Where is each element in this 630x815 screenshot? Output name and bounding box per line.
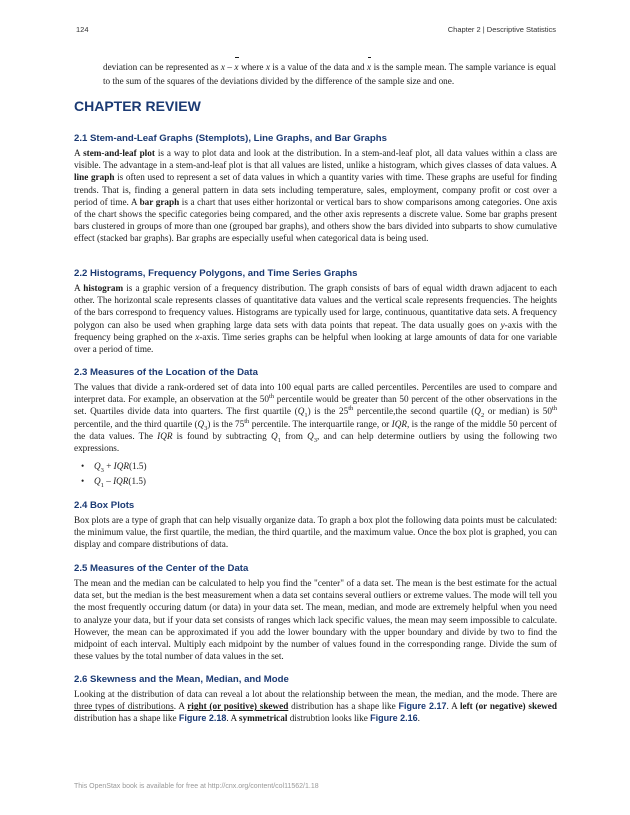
section-2-3 — [74, 366, 557, 489]
figure-2-18-link[interactable]: Figure 2.18 — [178, 713, 227, 724]
list-item: • $Q_1 - IQR(1.5)$ — [74, 474, 557, 489]
section-2-6 — [74, 673, 557, 725]
section-heading: 2.2 Histograms, Frequency Polygons, and Time Series Graphs — [74, 268, 358, 279]
section-text: A histogram is a graphic version of a frequency distribution. The graph consists of bars of equal width drawn adjacent to each other. The horizontal scale represents classes of quantitative data values and the vertical scale represents frequencies. The heights of the bars correspond to frequency values. Histograms are typically used for large, continuous, quantitative data sets. A frequency polygon can also be used when graphing large data sets with data points that repeat. The data usually goes on y-axis with the frequency being graphed on the x-axis. Time series graphs can be helpful when looking at large amounts of data for one variable over a period of time. — [74, 283, 557, 355]
section-heading: 2.1 Stem-and-Leaf Graphs (Stemplots), Line Graphs, and Bar Graphs — [74, 133, 387, 144]
list-item: • $Q_3 + IQR(1.5)$ — [74, 459, 557, 474]
section-2-4 — [74, 499, 557, 551]
page-number: 124 — [76, 25, 89, 34]
section-text: Box plots are a type of graph that can help visually organize data. To graph a box plot the following data points must be calculated: the minimum value, the first quartile, the median, the third quartile, and the maximum value. Once the box plot is graphed, you can display and compare distributions of data. — [74, 515, 557, 550]
section-heading: 2.4 Box Plots — [74, 500, 135, 511]
section-heading: 2.5 Measures of the Center of the Data — [74, 563, 249, 574]
figure-2-17-link[interactable]: Figure 2.17 — [398, 701, 447, 712]
section-text: A stem-and-leaf plot is a way to plot data and look at the distribution. In a stem-and-leaf plot, all data values within a class are visible. The advantage in a stem-and-leaf plot is that all values are listed, unlike a histogram, which gives classes of data values. A line graph is often used to represent a set of data values in which a quantity varies with time. These graphs are useful for finding trends. That is, finding a general pattern in data sets including temperature, sales, employment, company profit or cost over a period of time. A bar graph is a chart that uses either horizontal or vertical bars to show comparisons among categories. One axis of the chart shows the specific categories being compared, and the other axis represents a discrete value. Some bar graphs present bars clustered in groups of more than one (grouped bar graphs), and others show the bars divided into subparts to show cumulative effect (stacked bar graphs). Bar graphs are especially useful when categorical data is being used. — [74, 148, 557, 244]
section-2-1 — [74, 132, 557, 245]
section-text: The mean and the median can be calculated to help you find the "center" of a data set. The mean is the best estimate for the actual data set, but the median is the best measurement when a data set contains several outliers or extreme values. The mode will tell you the most frequently occuring datum (or data) in your data set. The mean, median, and mode are extremely helpful when you need to analyze your data, but if your data set consists of ranges which lack specific values, the mean may seem impossible to calculate. However, the mean can be approximated if you add the lower boundary with the upper boundary and divide by two to find the midpoint of each interval. Multiply each midpoint by the number of values found in the corresponding range. Divide the sum of these values by the total number of data values in the set. — [74, 578, 557, 662]
intro-paragraph: deviation can be represented as x – x where x is a value of the data and x is the sample mean. The sample variance is equal to the sum of the squares of the deviations divided by the difference of the sample size and one. — [103, 62, 556, 86]
outlier-expressions-list — [74, 459, 557, 489]
running-head — [76, 25, 556, 37]
section-2-2 — [74, 267, 557, 355]
x-bar-symbol: x — [234, 62, 239, 72]
distributions-link[interactable]: three types of distributions — [74, 701, 174, 712]
section-heading: 2.6 Skewness and the Mean, Median, and Mode — [74, 674, 289, 685]
chapter-title: CHAPTER REVIEW — [74, 98, 201, 114]
footer-note: This OpenStax book is available for free at http://cnx.org/content/col11562/1.18 — [74, 783, 319, 790]
figure-2-16-link[interactable]: Figure 2.16 — [370, 713, 418, 724]
section-text: The values that divide a rank-ordered set of data into 100 equal parts are called percentiles. Percentiles are used to compare and interpret data. For example, an observation at the 50th percentile would be greater than 50 percent of the other observations in the set. Quartiles divide data into quarters. The first quartile $(Q_1)$ is the 25th percentile,the second quartile ($Q_2$ or median) is 50th percentile, and the third quartile $(Q_3)$ is the 75th percentile. The interquartile range, or IQR, is the range of the middle 50 percent of the data values. The IQR is found by subtracting $Q_1$ from $Q_3$, and can help determine outliers by using the following two expressions. — [74, 382, 558, 454]
chapter-label: Chapter 2 | Descriptive Statistics — [447, 25, 556, 34]
x-bar-symbol: x — [367, 62, 372, 72]
section-2-5 — [74, 562, 557, 662]
section-text: Looking at the distribution of data can reveal a lot about the relationship between the mean, the median, and the mode. There are three types of distributions. A right (or positive) skewed distribution has a shape like Figure 2.17. A left (or negative) skewed distribution has a shape like Figure 2.18. A symmetrical distrubtion looks like Figure 2.16. — [74, 689, 557, 724]
section-heading: 2.3 Measures of the Location of the Data — [74, 367, 258, 378]
